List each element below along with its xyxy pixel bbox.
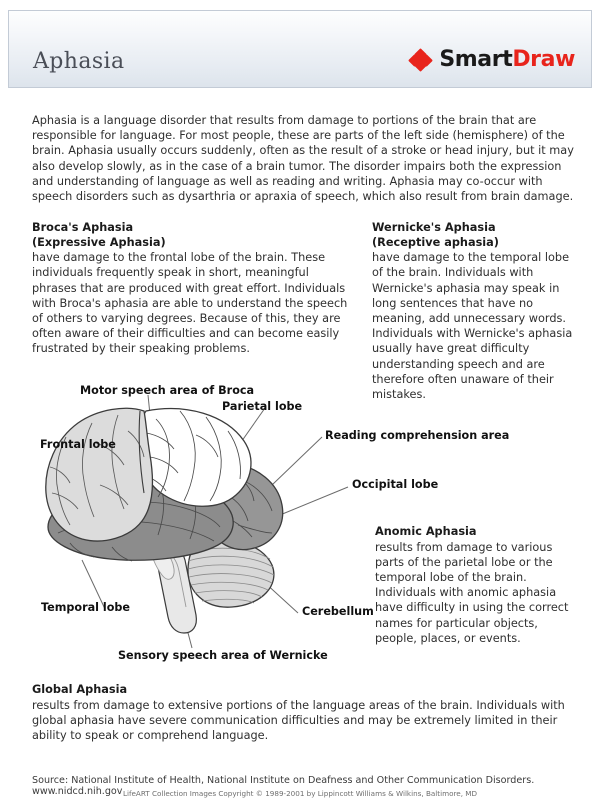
broca-title-line1: Broca's Aphasia (32, 221, 134, 234)
global-body: results from damage to extensive portions of the language areas of the brain. Individuals with global aphasia have severe communication difficulties and may be extremely limited in their ability to speak or comprehend language. (32, 698, 565, 742)
label-cerebellum: Cerebellum (302, 605, 374, 618)
copyright-line: LifeART Collection Images Copyright © 1989-2001 by Lippincott Williams & Wilkins, Baltimore, MD (122, 789, 478, 798)
label-frontal-lobe: Frontal lobe (40, 438, 116, 451)
wernicke-body: have damage to the temporal lobe of the brain. Individuals with Wernicke's aphasia may speak in long sentences that have no meaning, add unnecessary words. Individuals with Wernicke's aphasia usually have great difficulty understanding speech and are therefore often unaware of their mistakes. (372, 251, 573, 402)
smartdraw-logo (410, 49, 575, 71)
wernicke-title-line1: Wernicke's Aphasia (372, 221, 496, 234)
page-header (8, 10, 592, 88)
label-occipital-lobe: Occipital lobe (352, 478, 439, 491)
page-title: Aphasia (33, 49, 125, 74)
label-temporal-lobe: Temporal lobe (41, 601, 130, 614)
four-diamonds-icon (410, 50, 432, 70)
section-broca (32, 221, 350, 357)
label-sensory-speech-area-of-wernicke: Sensory speech area of Wernicke (118, 649, 328, 662)
logo-text-draw: Draw (512, 47, 575, 72)
anomic-body: results from damage to various parts of the parietal lobe or the temporal lobe of the brain. Individuals with anomic aphasia have difficulty in using the correct names for particular objects, people, places, or events. (375, 540, 569, 645)
label-motor-speech-area-of-broca: Motor speech area of Broca (80, 384, 255, 397)
wernicke-title-line2: (Receptive aphasia) (372, 235, 499, 249)
section-anomic (375, 525, 583, 646)
logo-text-smart: Smart (439, 47, 513, 72)
source-line: Source: National Institute of Health, National Institute on Deafness and Other Communication Disorders. www.nidcd.nih.gov (32, 775, 535, 797)
logo-wordmark (439, 49, 575, 71)
label-reading-comprehension-area: Reading comprehension area (325, 429, 510, 442)
global-title: Global Aphasia (32, 683, 128, 696)
label-parietal-lobe: Parietal lobe (222, 400, 303, 413)
anomic-title: Anomic Aphasia (375, 525, 477, 538)
intro-paragraph: Aphasia is a language disorder that results from damage to portions of the brain that are responsible for language. For most people, these are parts of the left side (hemisphere) of the brain. Aphasia usually occurs suddenly, often as the result of a stroke or head injury, but it may also develop slowly, as in the case of a brain tumor. The disorder impairs both the expression and understanding of language as well as reading and writing. Aphasia may co-occur with speech disorders such as dysarthria or apraxia of speech, which also result from brain damage. (32, 114, 574, 204)
frontal-lobe-region (46, 408, 153, 541)
broca-title-line2: (Expressive Aphasia) (32, 235, 166, 249)
section-global (32, 683, 578, 743)
broca-body: have damage to the frontal lobe of the brain. These individuals frequently speak in short, meaningful phrases that are produced with great effort. Individuals with Broca's aphasia are able to understand the speech of others to varying degrees. Because of this, they are often aware of their difficulties and can become easily frustrated by their speaking problems. (32, 251, 348, 356)
